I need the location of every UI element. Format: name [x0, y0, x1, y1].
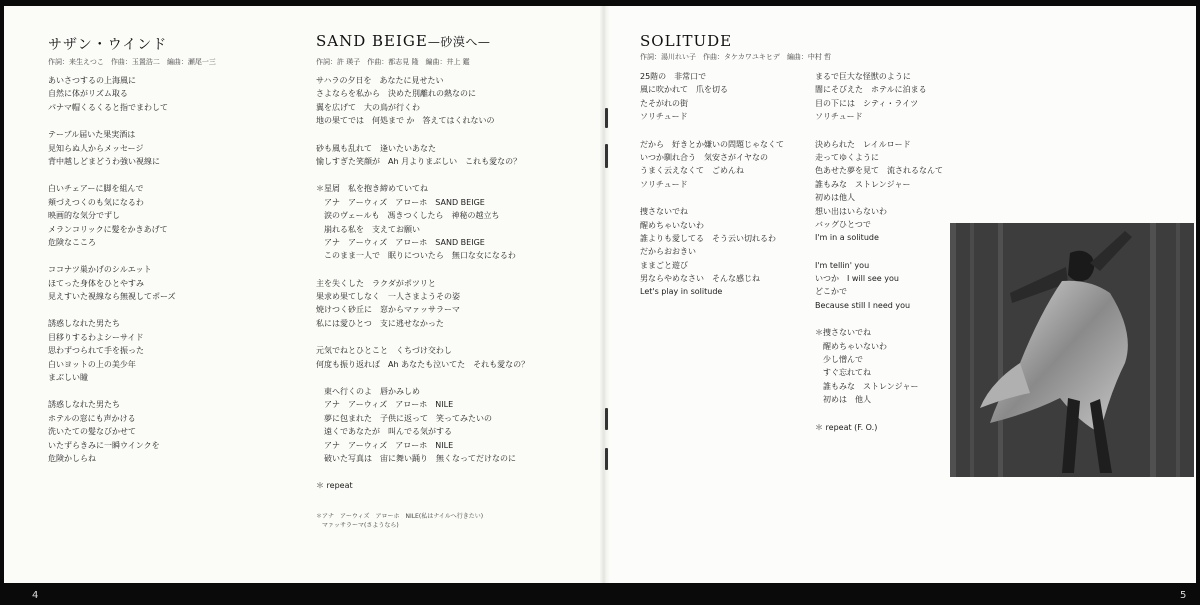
lyric-line: 涙のヴェールも 馮きつくしたら 神秘の越立ち [316, 211, 500, 221]
lyric-line: 誰もみな ストレンジャー [815, 381, 919, 391]
lyric-line: いたずらきみに一瞬ウインクを [48, 440, 160, 450]
lyric-line: 自然に体がリズム取る [48, 89, 128, 99]
lyric-line: さよならを私から 決めた別離れの熱なのに [316, 89, 476, 99]
lyrics-stanza [316, 182, 529, 262]
lyric-line: 愉しすぎた笑顔が Ah 月よりまぶしい これも愛なの？ [316, 156, 522, 166]
lyric-line: ソリチュード [640, 112, 688, 122]
lyric-line: ＊星屑 私を抱き締めていてね [316, 184, 428, 194]
song-credits: 作詞：来生えつこ 作曲：玉置浩二 編曲：瀬尾一三 [48, 58, 216, 66]
lyric-line: ソリチュード [640, 179, 688, 189]
lyric-line: ＊ repeat (F. O.) [815, 422, 878, 432]
lyric-line: 誘惑しなれた男たち [48, 400, 120, 410]
lyric-line: I'm tellin' you [815, 260, 870, 270]
lyric-line: 主を失くした ラクダがポツリと [316, 278, 436, 288]
lyric-line: あいさつするの上海風に [48, 76, 136, 85]
lyric-line: いつか馴れ合う 気安さがイヤなの [640, 152, 768, 162]
lyric-line: だから 好きとか嫌いの問題じゃなくて [640, 139, 784, 149]
lyric-line: まぶしい瞳 [48, 373, 88, 383]
lyric-line: ＊ repeat [316, 481, 353, 491]
staple-bottom [605, 448, 608, 470]
lyrics-block [815, 70, 943, 448]
lyric-line: 元気でねとひとこと くちづけ交わし [316, 346, 452, 356]
lyrics-stanza [316, 74, 529, 128]
song-credits: 作詞：湯川れい子 作曲：タケカワユキヒデ 編曲：中村 哲 [640, 53, 832, 61]
lyric-line: 翼を広げて 大の鳥が行くわ [316, 102, 420, 112]
lyrics-stanza [48, 263, 176, 303]
song-title-sand-beige: SAND BEIGE—砂漠へ— [316, 32, 491, 50]
lyric-line: アナ アーウィズ アローホ NILE [316, 440, 454, 450]
lyric-line: 想い出はいらないわ [815, 206, 887, 216]
lyrics-stanza [640, 138, 784, 192]
lyric-line: 誰もみな ストレンジャー [815, 179, 911, 189]
lyric-line: アナ アーウィズ アローホ SAND BEIGE [316, 197, 485, 207]
lyric-line: 洗いたての髪なびかせて [48, 427, 136, 437]
lyric-line: 捜さないでね [640, 207, 688, 217]
lyric-line: 25階の 非常口で [640, 72, 707, 81]
lyric-line: 決められた レイルロード [815, 139, 911, 149]
lyrics-stanza [815, 421, 943, 434]
lyrics-stanza [815, 259, 943, 313]
lyric-line: だからおおきい [640, 247, 696, 257]
lyrics-stanza [48, 317, 176, 384]
lyric-line: 風に吹かれて 爪を切る [640, 85, 728, 95]
lyric-line: 目移りするわよシーサイド [48, 332, 144, 342]
booklet-fold [600, 6, 610, 583]
lyrics-stanza [316, 479, 529, 492]
lyric-line: 醒めちゃいないわ [640, 220, 704, 230]
lyric-line: 焼けつく砂丘に 窓からマァッサラーマ [316, 305, 460, 315]
lyrics-stanza [316, 385, 529, 465]
lyric-line: Let's play in solitude [640, 287, 723, 297]
footnote-line: マァッサラーマ(さようなら) [316, 522, 399, 529]
lyrics-block [640, 70, 784, 313]
lyric-line: いつか I will see you [815, 274, 899, 284]
page-number-left: 4 [32, 590, 39, 601]
song-title-southern-wind: サザン・ウインド [48, 37, 168, 53]
lyric-line: まるで巨大な怪獣のように [815, 72, 911, 81]
lyric-line: 地の果てでは 何処まで か 答えてはくれないの [316, 116, 495, 126]
lyric-line: 果求め果てしなく 一人さまようその姿 [316, 292, 460, 302]
lyric-line: 危険なこころ [48, 237, 96, 247]
lyric-line: どこかで [815, 287, 847, 297]
lyric-line: 何度も振り返れば Ah あなたも泣いてた それも愛なの？ [316, 359, 530, 369]
lyric-line: 崩れる私を 支えてお願い [316, 224, 420, 234]
lyrics-stanza [640, 70, 784, 124]
lyric-line: テーブル届いた果実酒は [48, 130, 136, 140]
lyric-line: 目の下には シティ・ライツ [815, 98, 919, 108]
lyric-line: 頬づえつくのも気になるわ [48, 197, 144, 207]
lyric-line: 背中越しどまどうわ強い視線に [48, 156, 160, 166]
lyrics-block [316, 74, 529, 507]
lyrics-stanza [815, 138, 943, 245]
lyric-line: 走ってゆくように [815, 152, 879, 162]
lyric-line: ままごと遊び [640, 260, 688, 270]
lyrics-stanza [316, 277, 529, 331]
song-credits: 作詞：許 瑛子 作曲：都志見 隆 編曲：井上 鑑 [316, 58, 470, 66]
lyric-line: パナマ帽くるくると指でまわして [48, 102, 168, 112]
lyrics-stanza [48, 182, 176, 249]
lyric-line: 初めは他人 [815, 193, 855, 203]
lyrics-footnote [316, 512, 483, 530]
song-title-solitude: SOLITUDE [640, 32, 733, 50]
lyric-line: 砂も風も乱れて 逢いたいあなた [316, 143, 436, 153]
lyric-line: すぐ忘れてね [815, 368, 871, 378]
staple-top [605, 108, 608, 128]
lyric-line: 思わずつられて手を振った [48, 346, 144, 356]
staple-upper [605, 144, 608, 168]
lyric-line: Because still I need you [815, 300, 911, 310]
lyric-line: 東へ行くのよ 唇かみしめ [316, 387, 420, 397]
lyric-line: このまま一人で 眠りについたら 無口な女になるわ [316, 251, 516, 261]
lyrics-stanza [48, 398, 176, 465]
lyric-line: ココナツ巣かげのシルエット [48, 265, 152, 275]
lyrics-block [48, 74, 176, 479]
lyric-line: アナ アーウィズ アローホ NILE [316, 400, 454, 410]
lyrics-stanza [316, 142, 529, 169]
lyric-line: ほてった身体をひとやすみ [48, 278, 144, 288]
lyrics-stanza [815, 70, 943, 124]
lyric-line: 映画的な気分でずし [48, 211, 120, 221]
lyrics-stanza [316, 344, 529, 371]
artist-photo [950, 223, 1194, 477]
lyric-line: メランコリックに髪をかきあげて [48, 224, 168, 234]
lyric-line: 少し憎んで [815, 355, 863, 365]
footnote-line: ＊アナ アーウィズ アローホ NILE(私はナイルへ行きたい) [316, 513, 484, 520]
lyric-line: たそがれの街 [640, 98, 688, 108]
lyric-line: 夢に包まれた 子供に返って 笑ってみたいの [316, 413, 492, 423]
staple-lower [605, 408, 608, 430]
lyric-line: バッグひとつで [815, 219, 871, 229]
lyric-line: 初めは 他人 [815, 395, 871, 405]
lyric-line: 危険かしらね [48, 453, 96, 463]
lyric-line: 白いチェアーに脚を組んで [48, 184, 144, 194]
lyric-line: 破いた写真は 宙に舞い踊り 無くなってだけなのに [316, 453, 516, 463]
lyric-line: 男ならやめなさい そんな感じね [640, 274, 760, 284]
lyric-line: 色あせた夢を見て 流されるなんて [815, 166, 943, 176]
lyric-line: サハラの夕日を あなたに見せたい [316, 76, 444, 85]
lyric-line: ソリチュード [815, 112, 863, 122]
lyric-line: 遠くであなたが 叫んでる気がする [316, 427, 452, 437]
lyric-line: 闇にそびえた ホテルに泊まる [815, 85, 927, 95]
lyric-line: 私には愛ひとつ 支に逃せなかった [316, 318, 444, 328]
page-number-right: 5 [1180, 590, 1187, 601]
lyric-line: うまく云えなくて ごめんね [640, 166, 744, 176]
lyric-line: ＊捜さないでね [815, 328, 871, 338]
lyric-line: I'm in a solitude [815, 233, 879, 243]
lyric-line: 白いヨットの上の美少年 [48, 359, 136, 369]
lyrics-stanza [48, 74, 176, 114]
dancer-figure-image [950, 223, 1194, 477]
lyric-line: 見知らぬ人からメッセージ [48, 143, 144, 153]
lyrics-stanza [640, 205, 784, 299]
lyric-line: 見えすいた視線なら無視してポーズ [48, 292, 176, 302]
lyrics-stanza [48, 128, 176, 168]
lyric-line: アナ アーウィズ アローホ SAND BEIGE [316, 237, 485, 247]
lyric-line: ホテルの窓にも声かける [48, 413, 136, 423]
lyrics-stanza [815, 326, 943, 406]
lyric-line: 誘惑しなれた男たち [48, 319, 120, 329]
lyric-line: 醒めちゃいないわ [815, 341, 887, 351]
lyric-line: 誰よりも愛してる そう云い切れるわ [640, 233, 776, 243]
